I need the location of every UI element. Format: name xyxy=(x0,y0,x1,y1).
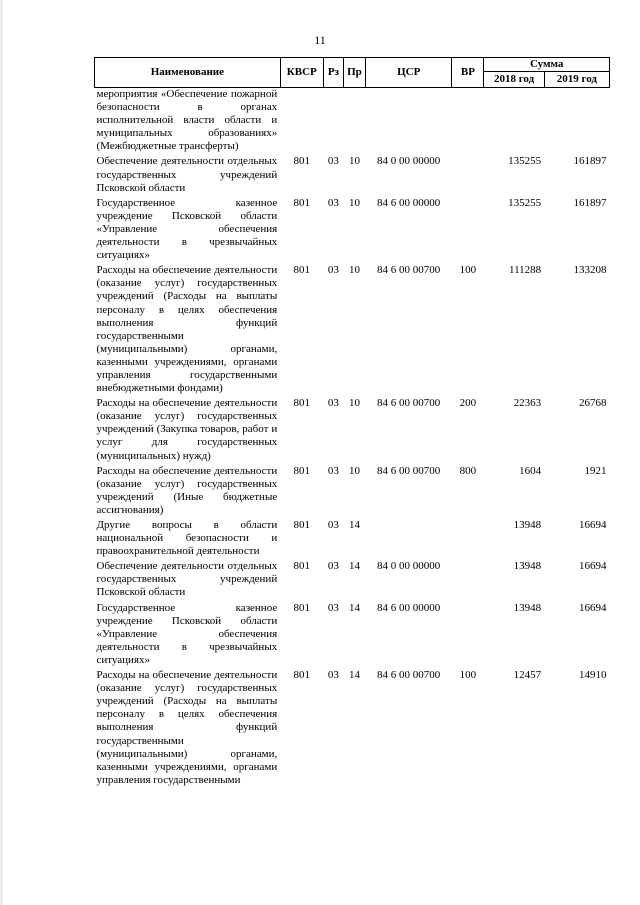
row-rz: 03 xyxy=(327,155,339,168)
row-rz: 03 xyxy=(327,560,339,573)
table-row xyxy=(95,465,610,519)
row-kvsr: 801 xyxy=(293,397,311,410)
row-pr: 14 xyxy=(348,519,360,531)
row-csr: 84 6 00 00000 xyxy=(377,601,441,614)
row-rz xyxy=(323,88,343,156)
row-kvsr: 801 xyxy=(293,264,311,277)
row-rz: 03 xyxy=(327,196,339,209)
row-csr: 84 6 00 00700 xyxy=(377,669,441,682)
row-csr: 84 6 00 00700 xyxy=(377,264,441,277)
row-vr: 100 xyxy=(459,669,477,682)
row-rz: 03 xyxy=(327,464,339,477)
row-kvsr: 801 xyxy=(293,196,311,209)
row-csr: 84 0 00 00000 xyxy=(377,560,441,573)
row-sum-2018: 13948 xyxy=(513,560,542,573)
header-csr: ЦСР xyxy=(366,58,452,88)
row-pr: 14 xyxy=(348,601,360,614)
table-row xyxy=(95,519,610,560)
row-vr xyxy=(452,519,484,560)
row-csr: 84 0 00 00000 xyxy=(377,155,441,168)
row-sum-2019: 26768 xyxy=(579,397,607,410)
row-pr: 14 xyxy=(348,669,360,682)
row-name: Государственное казенное учреждение Псковской области «Управление обеспечения деятельности в чрезвычайных ситуациях» xyxy=(96,601,278,666)
header-kvsr: КВСР xyxy=(280,58,323,88)
row-pr xyxy=(343,88,365,156)
row-sum-2018: 135255 xyxy=(508,196,542,209)
row-rz: 03 xyxy=(327,519,339,531)
table-row xyxy=(95,669,610,787)
row-csr: 84 6 00 00000 xyxy=(377,196,441,209)
row-name: Обеспечение деятельности отдельных государственных учреждений Псковской области xyxy=(96,560,278,599)
row-kvsr: 801 xyxy=(293,464,311,477)
table-header xyxy=(95,58,610,88)
scan-edge xyxy=(0,0,3,905)
row-name: мероприятия «Обеспечение пожарной безопасности в органах исполнительной власти области и муниципальных образованиях» (Межбюджетные трансферты) xyxy=(96,88,278,153)
row-rz: 03 xyxy=(327,264,339,277)
row-pr: 10 xyxy=(348,397,360,410)
header-vr: ВР xyxy=(452,58,484,88)
header-sum: Сумма xyxy=(484,58,610,72)
row-kvsr: 801 xyxy=(293,519,311,531)
row-rz: 03 xyxy=(327,397,339,410)
row-kvsr: 801 xyxy=(293,601,311,614)
row-sum-2018 xyxy=(484,88,544,156)
row-kvsr: 801 xyxy=(293,155,311,168)
row-vr xyxy=(452,88,484,156)
row-name: Государственное казенное учреждение Псковской области «Управление обеспечения деятельности в чрезвычайных ситуациях» xyxy=(96,196,278,262)
row-name: Расходы на обеспечение деятельности (оказание услуг) государственных учреждений (Иные бюджетные ассигнования) xyxy=(96,464,278,516)
table-row xyxy=(95,88,610,156)
table-row xyxy=(95,560,610,601)
row-sum-2018: 22363 xyxy=(513,397,542,410)
row-kvsr: 801 xyxy=(293,560,311,573)
row-sum-2019: 1921 xyxy=(584,464,607,477)
row-sum-2018: 1604 xyxy=(519,464,542,477)
table-row xyxy=(95,602,610,669)
row-vr xyxy=(452,560,484,601)
row-pr: 10 xyxy=(348,196,360,209)
row-sum-2019: 161897 xyxy=(573,155,607,168)
row-name: Расходы на обеспечение деятельности (оказание услуг) государственных учреждений (Расходы на выплаты персоналу в целях обеспечения выполнения функций государственными (муниципальными) органами, казенными учреждениями, органами управления государственными внебюджетными фондами) xyxy=(96,264,278,395)
table-row xyxy=(95,397,610,464)
row-vr xyxy=(452,155,484,196)
table-row xyxy=(95,155,610,196)
header-rz: Рз xyxy=(323,58,343,88)
row-sum-2019 xyxy=(544,88,609,156)
row-name: Расходы на обеспечение деятельности (оказание услуг) государственных учреждений (Закупка товаров, работ и услуг для государственных (муниципальных) нужд) xyxy=(96,397,278,462)
row-vr: 100 xyxy=(459,264,477,277)
row-kvsr xyxy=(280,88,323,156)
row-csr xyxy=(366,519,452,560)
row-vr: 800 xyxy=(459,464,477,477)
row-sum-2018: 111288 xyxy=(508,264,542,277)
row-vr: 200 xyxy=(459,397,477,410)
row-pr: 14 xyxy=(348,560,360,573)
table-row xyxy=(95,264,610,397)
header-year-2018: 2018 год xyxy=(484,72,544,88)
row-sum-2019: 16694 xyxy=(579,601,607,614)
row-kvsr: 801 xyxy=(293,669,311,682)
row-sum-2019: 133208 xyxy=(573,264,607,277)
header-name: Наименование xyxy=(95,58,281,88)
row-rz: 03 xyxy=(327,601,339,614)
header-pr: Пр xyxy=(343,58,365,88)
row-sum-2018: 12457 xyxy=(513,669,542,682)
row-pr: 10 xyxy=(348,464,360,477)
page-number: 11 xyxy=(314,33,326,47)
row-sum-2018: 13948 xyxy=(513,519,542,531)
budget-table xyxy=(94,57,610,787)
row-csr: 84 6 00 00700 xyxy=(377,464,441,477)
table-body xyxy=(95,88,610,787)
row-name: Обеспечение деятельности отдельных государственных учреждений Псковской области xyxy=(96,155,278,194)
row-rz: 03 xyxy=(327,669,339,682)
row-csr: 84 6 00 00700 xyxy=(377,397,441,410)
row-pr: 10 xyxy=(348,264,360,277)
table-row xyxy=(95,197,610,264)
row-sum-2019: 16694 xyxy=(579,560,607,573)
row-vr xyxy=(452,197,484,264)
row-name: Расходы на обеспечение деятельности (оказание услуг) государственных учреждений (Расходы на выплаты персоналу в целях обеспечения выполнения функций государственными (муниципальными) органами, казенными учреждениями, органами управления государственными xyxy=(96,669,278,786)
row-vr xyxy=(452,602,484,669)
row-csr xyxy=(366,88,452,156)
row-sum-2019: 16694 xyxy=(579,519,607,531)
row-sum-2018: 13948 xyxy=(513,601,542,614)
row-sum-2019: 161897 xyxy=(573,196,607,209)
row-pr: 10 xyxy=(348,155,360,168)
header-year-2019: 2019 год xyxy=(544,72,609,88)
row-name: Другие вопросы в области национальной безопасности и правоохранительной деятельности xyxy=(96,519,278,558)
row-sum-2019: 14910 xyxy=(579,669,607,682)
row-sum-2018: 135255 xyxy=(508,155,542,168)
